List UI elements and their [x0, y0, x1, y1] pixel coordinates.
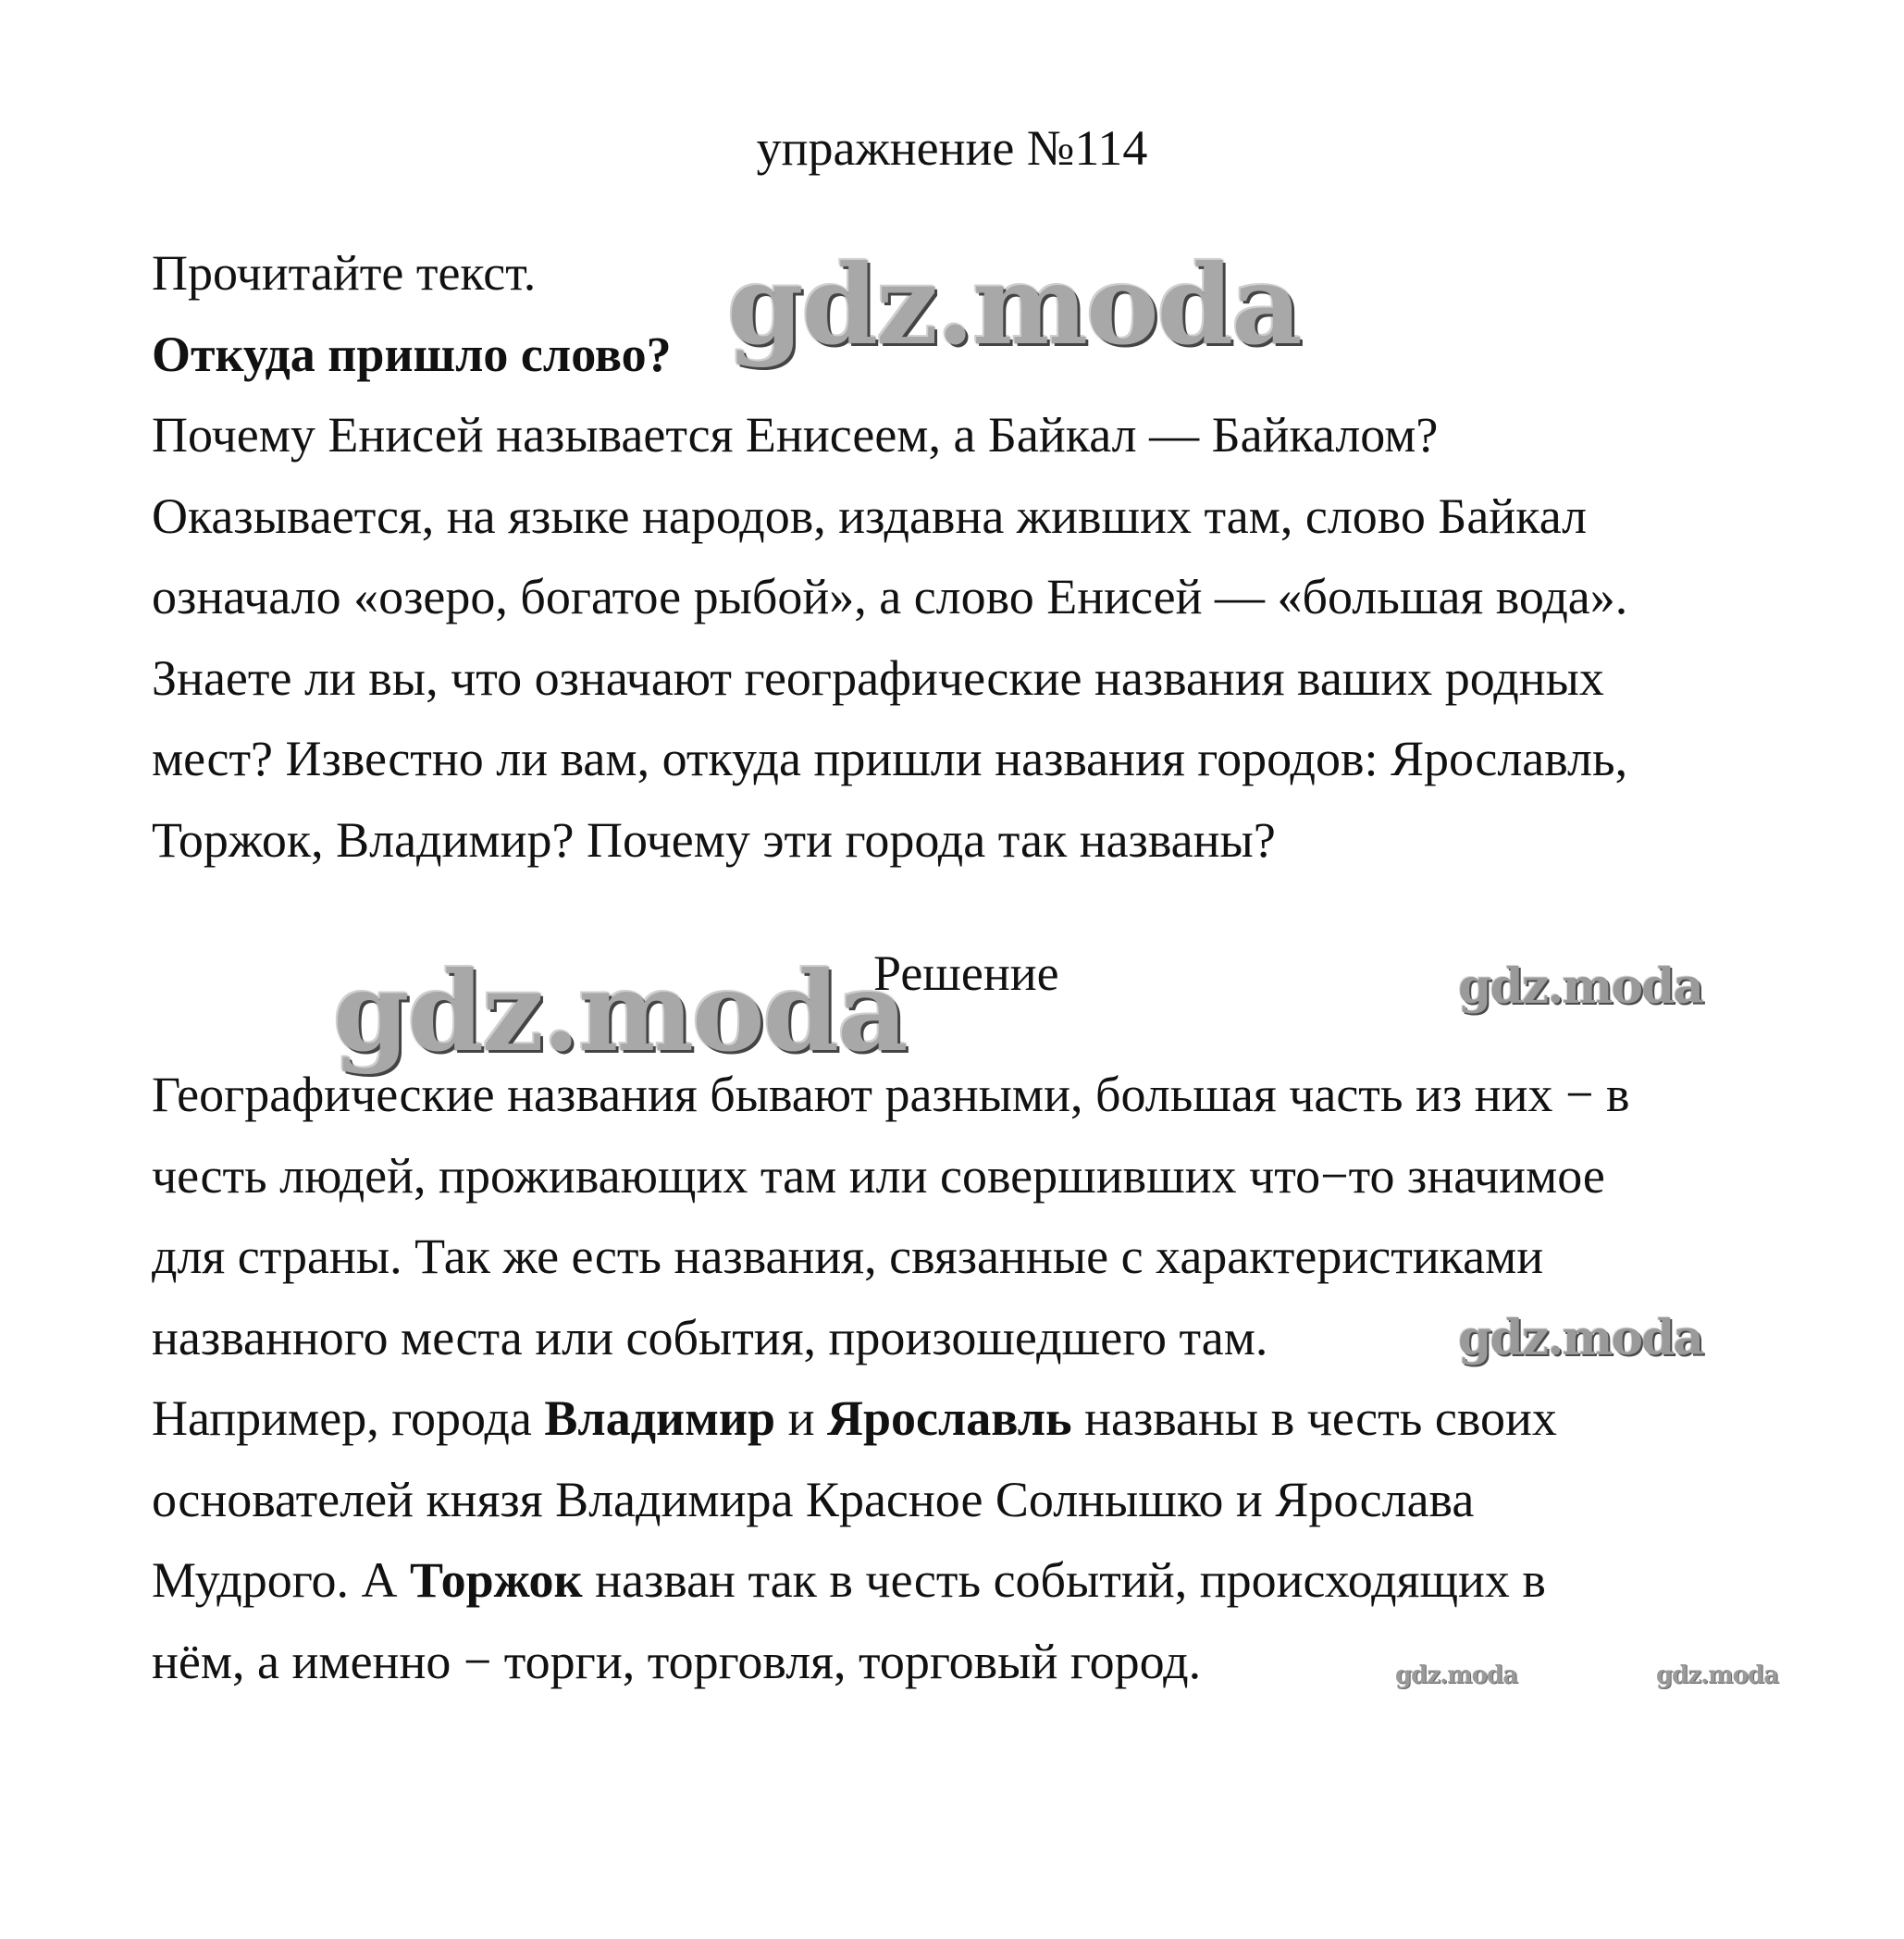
solution-line: нём, а именно − торги, торговля, торговый город. — [152, 1633, 1202, 1689]
bold-term-yaroslavl: Ярославль — [826, 1390, 1072, 1446]
watermark-logo: gdz.moda — [1656, 1661, 1779, 1689]
watermark-logo: gdz.moda — [333, 947, 907, 1076]
bold-term-vladimir: Владимир — [544, 1390, 776, 1446]
task-line: мест? Известно ли вам, откуда пришли названия городов: Ярославль, — [152, 731, 1628, 786]
solution-line: основателей князя Владимира Красное Солнышко и Ярослава — [152, 1471, 1475, 1527]
watermark-logo: gdz.moda — [727, 241, 1301, 369]
task-line: Почему Енисей называется Енисеем, а Байкал — Байкалом? — [152, 407, 1439, 463]
task-line: Торжок, Владимир? Почему эти города так названы? — [152, 811, 1276, 868]
watermark-logo: gdz.moda — [1458, 958, 1703, 1015]
solution-line: названного места или события, произошедшего там. — [152, 1309, 1268, 1365]
solution-line: честь людей, проживающих там или совершивших что−то значимое — [152, 1147, 1605, 1204]
solution-label: Решение — [873, 945, 1059, 1001]
text-run: названы в честь своих — [1071, 1390, 1557, 1446]
exercise-title: упражнение №114 — [756, 120, 1148, 176]
task-heading: Откуда пришло слово? — [152, 326, 672, 382]
solution-line: Географические названия бывают разными, большая часть из них − в — [152, 1067, 1630, 1122]
solution-line — [152, 1378, 1817, 1460]
text-run: Мудрого. А — [152, 1552, 411, 1608]
watermark-logo: gdz.moda — [1458, 1310, 1703, 1366]
bold-term-torzhok: Торжок — [410, 1552, 583, 1608]
text-run: Например, города — [152, 1390, 545, 1446]
task-line: Знаете ли вы, что означают географические названия ваших родных — [152, 649, 1604, 706]
text-run: и — [775, 1390, 827, 1446]
solution-block — [152, 1055, 1817, 1702]
solution-line: для страны. Так же есть названия, связанные с характеристиками — [152, 1229, 1544, 1284]
task-line: Оказывается, на языке народов, издавна живших там, слово Байкал — [152, 488, 1588, 544]
text-run: назван так в честь событий, происходящих в — [582, 1552, 1546, 1608]
task-line: означало «озеро, богатое рыбой», а слово Енисей — «большая вода». — [152, 569, 1628, 624]
solution-line — [152, 1540, 1817, 1622]
watermark-logo: gdz.moda — [1395, 1661, 1518, 1689]
task-instruction: Прочитайте текст. — [152, 245, 537, 301]
